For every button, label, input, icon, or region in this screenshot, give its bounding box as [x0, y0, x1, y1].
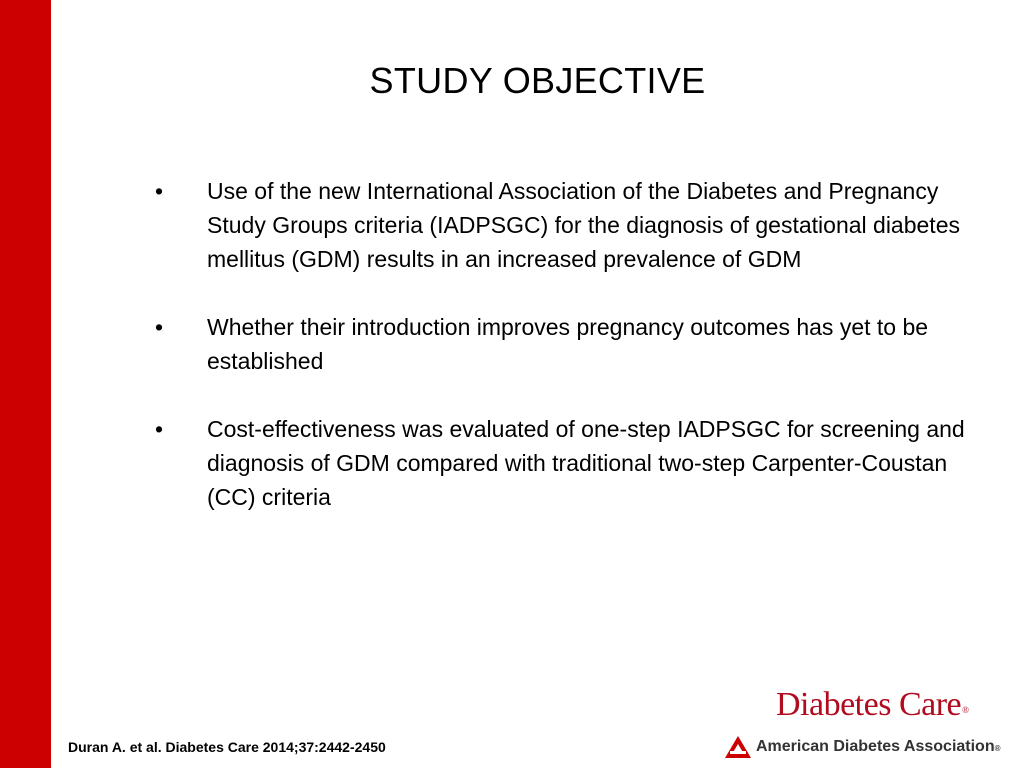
bullet-marker: • — [155, 178, 164, 204]
bullet-marker: • — [155, 314, 164, 340]
citation: Duran A. et al. Diabetes Care 2014;37:2442-2450 — [68, 739, 386, 755]
registered-mark: ® — [994, 744, 1001, 753]
registered-mark: ® — [962, 705, 969, 715]
bullet-item-1 — [150, 174, 980, 276]
red-side-bar — [0, 0, 51, 768]
bullet-item-2 — [150, 310, 980, 378]
bullet-text: Cost-effectiveness was evaluated of one-step IADPSGC for screening and diagnosis of GDM compared with traditional two-step Carpenter-Coustan (CC) criteria — [207, 416, 965, 510]
journal-name: Diabetes Care — [776, 686, 962, 723]
association-name: American Diabetes Association — [756, 738, 995, 755]
bullet-list — [150, 174, 980, 548]
bullet-text: Whether their introduction improves pregnancy outcomes has yet to be established — [207, 314, 929, 374]
ada-logo — [724, 735, 1001, 759]
association-name-wrap — [756, 738, 1001, 756]
bullet-text: Use of the new International Association of the Diabetes and Pregnancy Study Groups criteria (IADPSGC) for the diagnosis of gestational diabetes mellitus (GDM) results in an increased prevalence of GDM — [207, 178, 960, 272]
ada-triangle-icon — [724, 735, 752, 759]
slide-title: STUDY OBJECTIVE — [369, 60, 706, 101]
bullet-marker: • — [155, 416, 164, 442]
bullet-item-3 — [150, 412, 980, 514]
diabetes-care-logo — [776, 686, 968, 724]
